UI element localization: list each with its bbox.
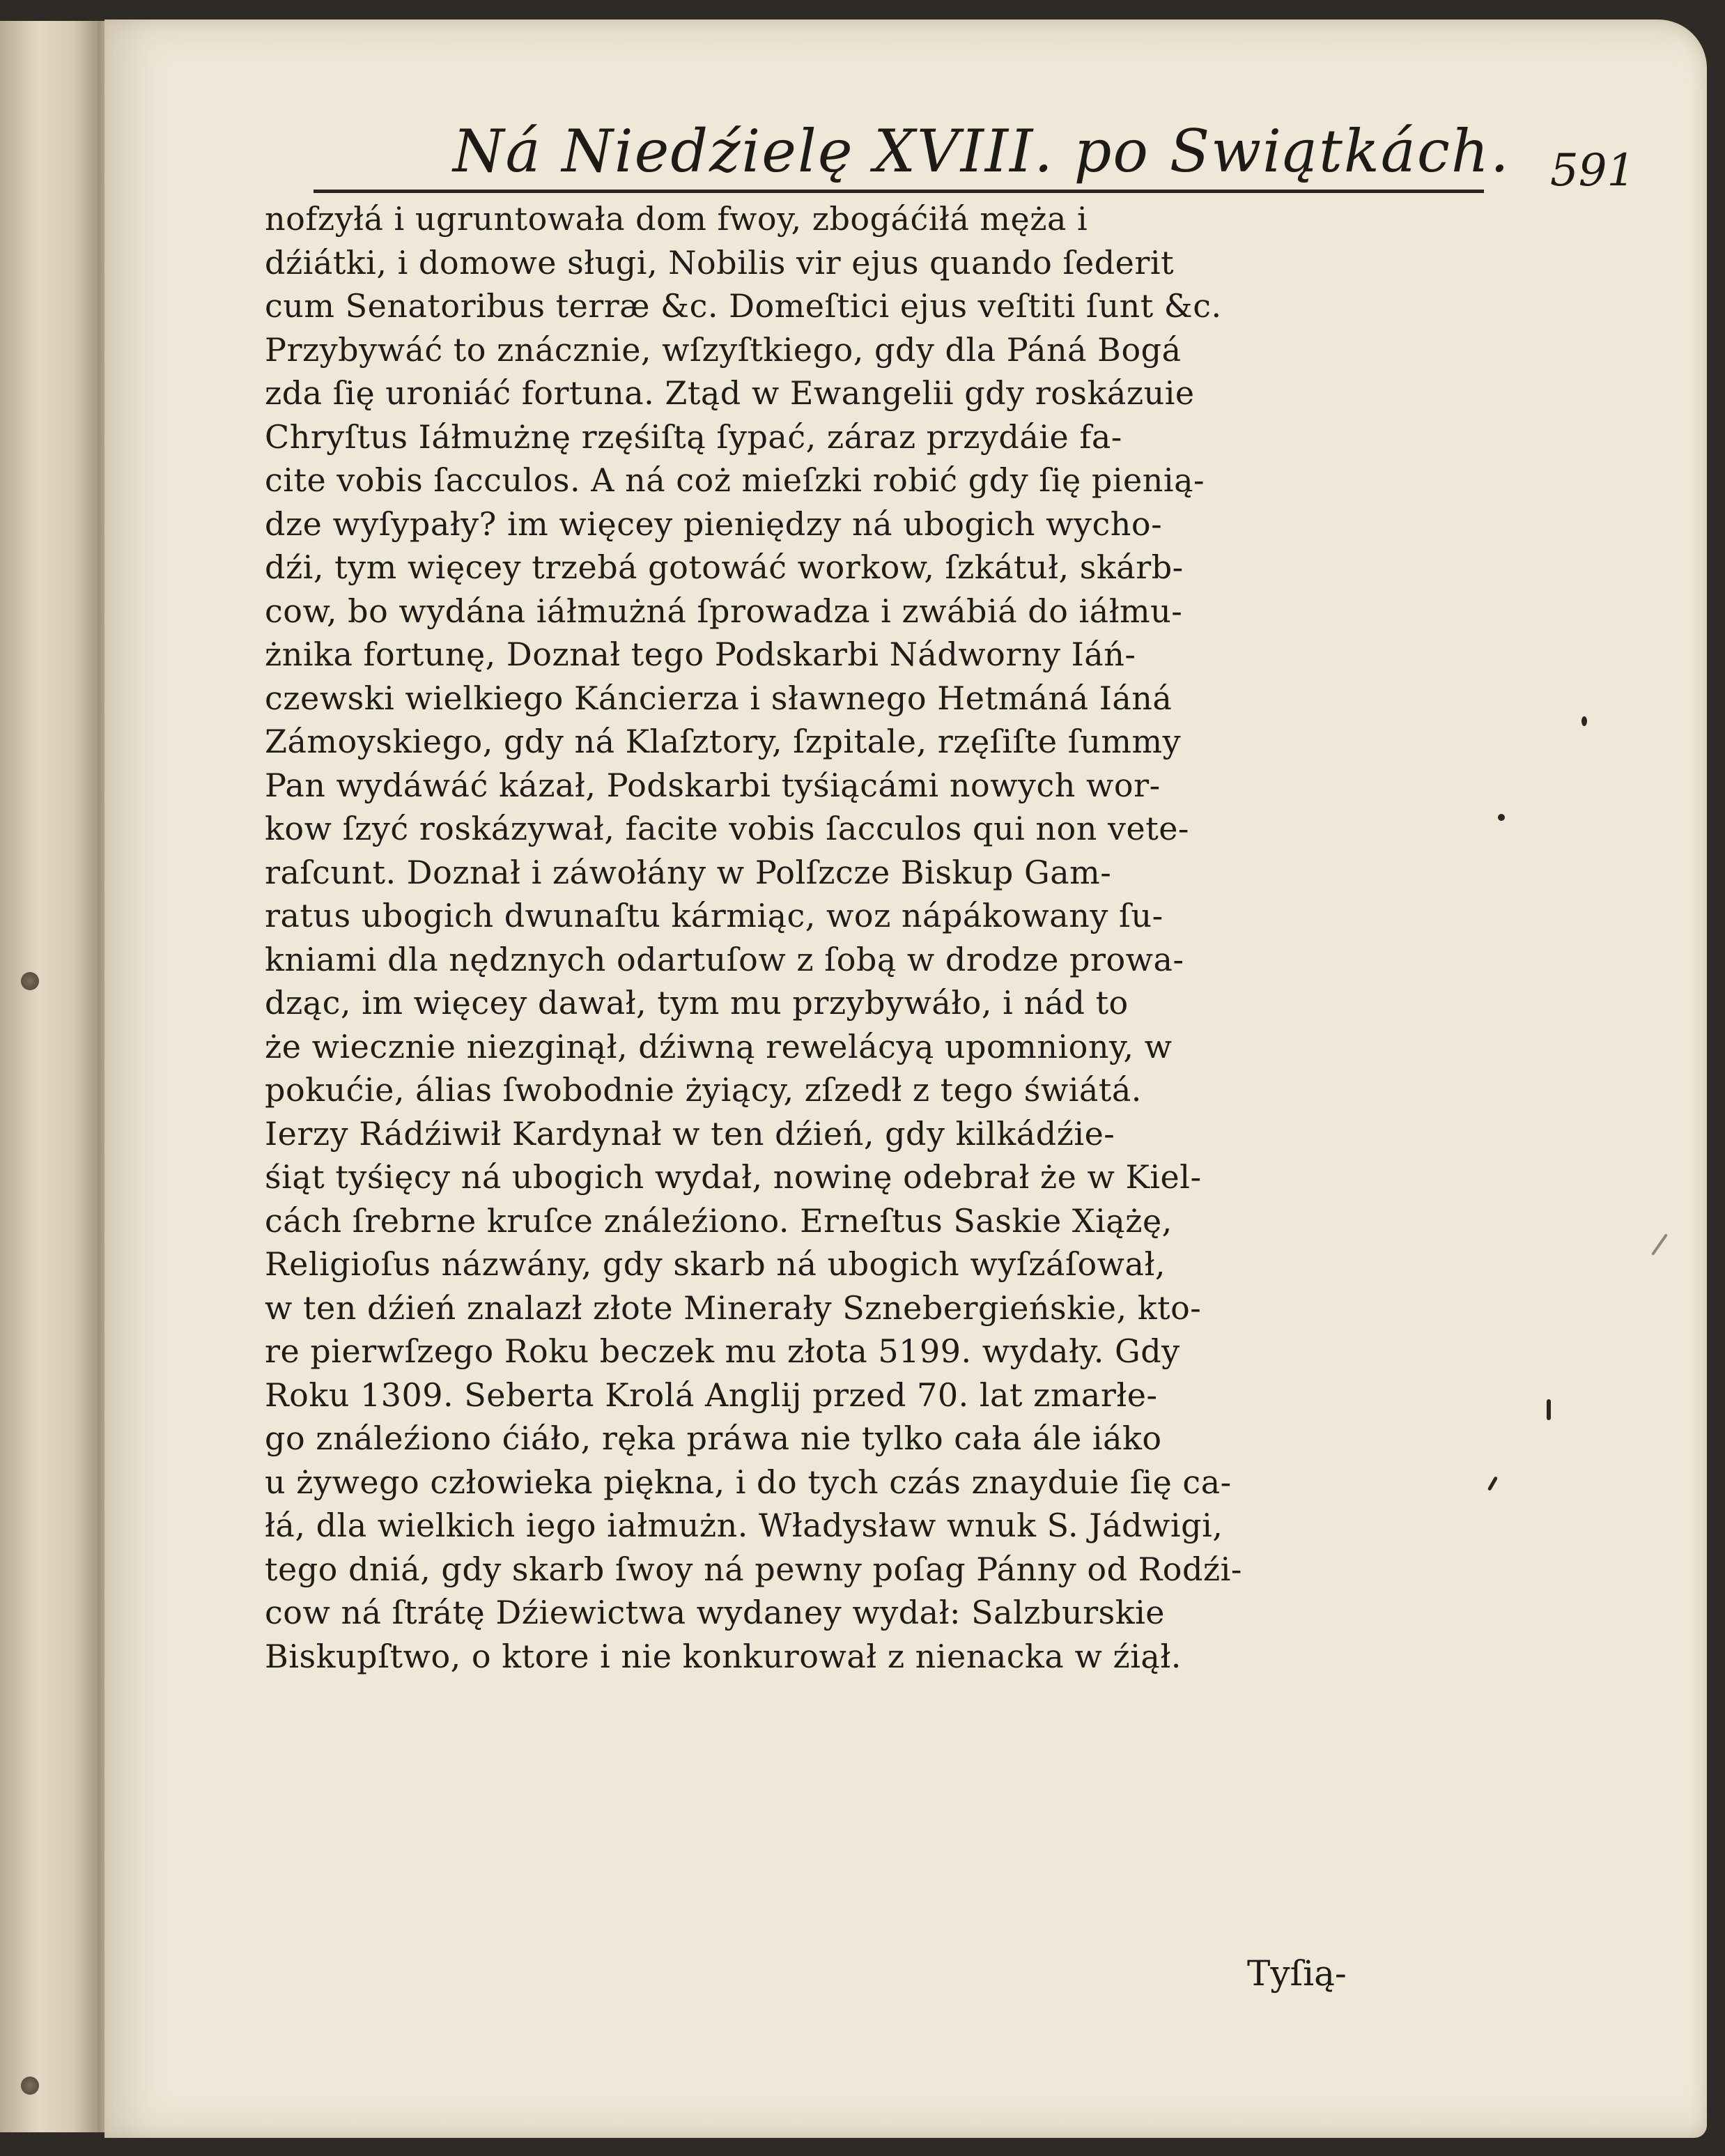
page [105,20,1707,2138]
text-line: Pan wydáwáć kázał, Podskarbi tyśiącámi nowych wor- [265,766,1161,804]
text-line: u żywego człowieka piękna, i do tych czás znayduie ſię ca- [265,1463,1232,1501]
body-text [265,197,1491,1678]
text-line: ratus ubogich dwunaſtu kármiąc, woz nápákowany ſu- [265,897,1163,934]
text-line: dźiátki, i domowe sługi, Nobilis vir ejus quando ſederit [265,243,1175,282]
text-line: śiąt tyśięcy ná ubogich wydał, nowinę odebrał że w Kiel- [265,1158,1202,1196]
paper-fleck [1547,1399,1551,1420]
text-line: Ierzy Rádźiwił Kardynał w ten dźień, gdy kilkádźie- [265,1114,1115,1153]
text-line: cow, bo wydána iáłmużná ſprowadza i zwábiá do iáłmu- [265,592,1183,630]
text-line: dząc, im więcey dawał, tym mu przybywáło, i nád to [265,984,1129,1022]
text-line: cow ná ſtrátę Dźiewictwa wydaney wydał: Salzburskie [265,1594,1166,1631]
text-line: zda ſię uroniáć fortuna. Ztąd w Ewangelii gdy roskázuie [265,374,1195,412]
text-line: w ten dźień znalazł złote Minerały Sznebergieńskie, kto- [265,1288,1202,1327]
text-line: łá, dla wielkich iego iałmużn. Władysław wnuk S. Jádwigi, [265,1507,1223,1544]
text-line: żnika fortunę, Doznał tego Podskarbi Nádworny Iáń- [265,636,1136,673]
text-line: tego dniá, gdy skarb ſwoy ná pewny poſag Pánny od Rodźi- [265,1550,1242,1588]
text-line: Roku 1309. Seberta Krolá Anglij przed 70. lat zmarłe- [265,1376,1158,1414]
binding-mark [21,972,39,990]
text-line: Zámoyskiego, gdy ná Klaſztory, ſzpitale, rzęſiſte ſummy [265,723,1182,760]
paper-fleck [1498,814,1505,821]
text-line: czewski wielkiego Káncierza i sławnego Hetmáná Iáná [265,679,1173,717]
running-head [314,117,1510,194]
paper-fleck [1581,716,1587,726]
text-line: kniami dla nędznych odartuſow z ſobą w drodze prowa- [265,940,1184,978]
text-line: że wiecznie niezginął, dźiwną rewelácyą upomniony, w [265,1027,1173,1065]
text-line: cite vobis ſacculos. A ná coż mieſzki robić gdy ſię pienią- [265,461,1205,499]
text-line: Chryſtus Iáłmużnę rzęśiſtą ſypać, záraz przydáie fa- [265,417,1122,456]
running-title: Ná Niedźielę XVIII. po Swiątkách. [453,117,1510,185]
text-line: Przybywáć to znácznie, wſzyſtkiego, gdy dla Páná Bogá [265,330,1182,369]
catchword: Tyſią- [1247,1953,1347,1994]
text-line: kow ſzyć roskázywał, facite vobis ſacculos qui non vete- [265,810,1189,847]
text-line: nofzyłá i ugruntowała dom fwoy, zbogáćiłá męża i [265,200,1088,238]
page-number: 591 [1550,145,1636,197]
text-line: re pierwſzego Roku beczek mu złota 5199. wydały. Gdy [265,1332,1180,1370]
text-line: cách ſrebrne kruſce ználeźiono. Erneſtus Saskie Xiążę, [265,1201,1173,1240]
text-line: dze wyſypały? im więcey pieniędzy ná ubogich wycho- [265,505,1163,543]
text-line: go ználeźiono ćiáło, ręka práwa nie tylko cała ále iáko [265,1419,1162,1457]
text-line: cum Senatoribus terræ &c. Domeſtici ejus veſtiti ſunt &c. [265,287,1222,325]
header-rule [314,190,1484,193]
text-line: Religioſus názwány, gdy skarb ná ubogich wyſzáſował, [265,1245,1166,1283]
text-line: dźi, tym więcey trzebá gotowáć workow, ſzkátuł, skárb- [265,548,1184,586]
binding-mark [21,2077,39,2095]
text-line: Biskupſtwo, o ktore i nie konkurował z nienacka w źiął. [265,1637,1182,1675]
paper-fleck [1651,1233,1668,1256]
left-page-edge [0,21,100,2132]
text-line: pokućie, álias ſwobodnie żyiący, zſzedł z tego świátá. [265,1071,1142,1109]
text-line: raſcunt. Doznał i záwołány w Polſzcze Biskup Gam- [265,853,1112,891]
